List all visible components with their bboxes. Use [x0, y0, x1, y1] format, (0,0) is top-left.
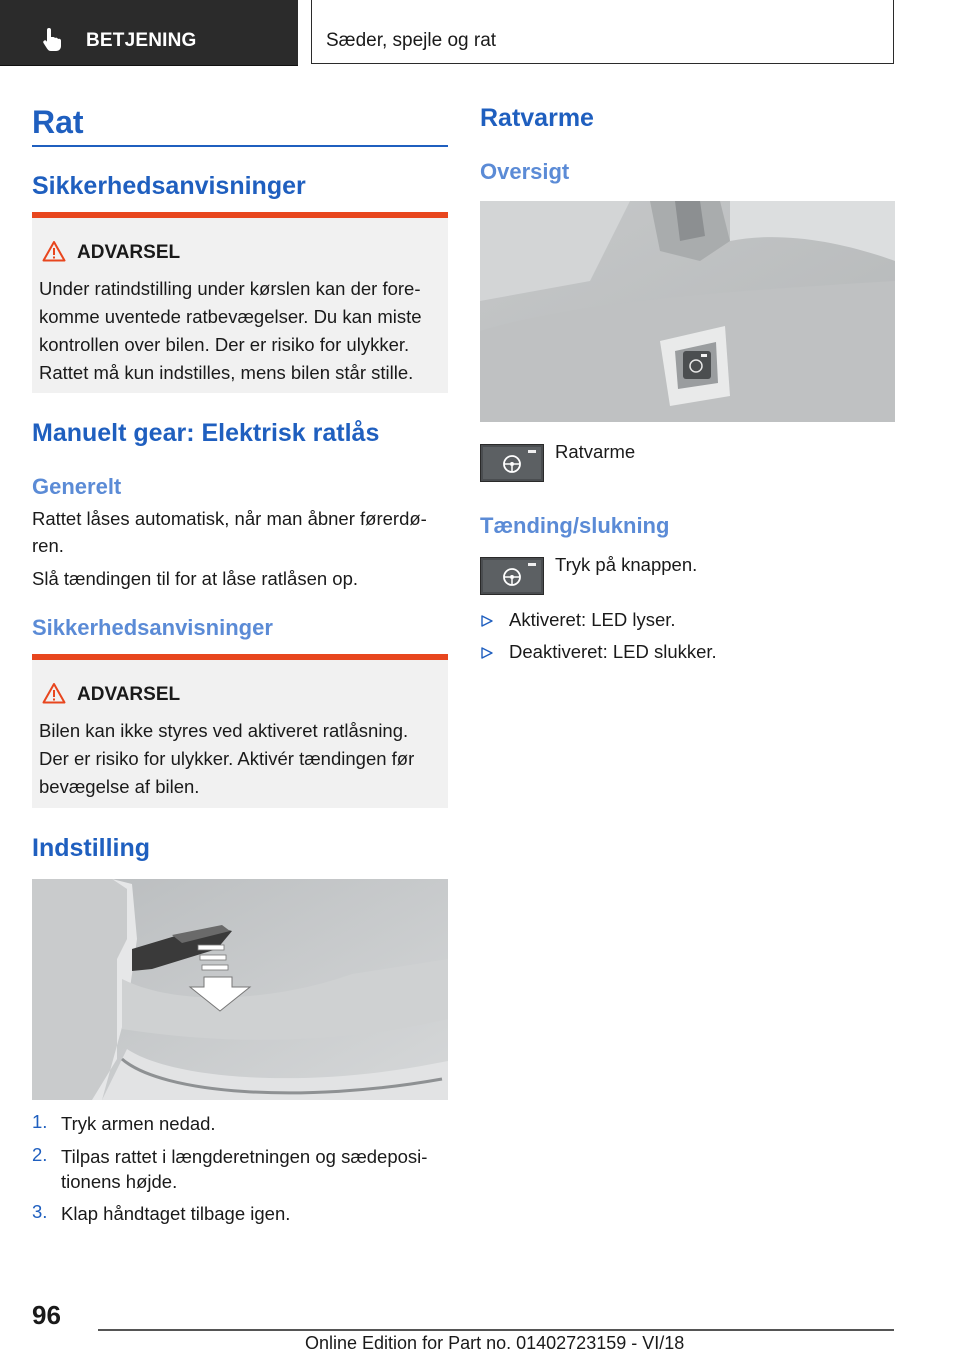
footer-rule: [98, 1329, 894, 1331]
overview-heading: Oversigt: [480, 159, 570, 184]
heated-wheel-button-icon: [480, 557, 544, 595]
warning-label: ADVARSEL: [77, 242, 181, 263]
general-heading: Generelt: [32, 474, 122, 499]
heated-wheel-button-icon: [480, 444, 544, 482]
safety-heading: Sikkerhedsanvisninger: [32, 172, 306, 200]
warning-triangle-icon: [42, 240, 66, 262]
warning-line: bevægelse af bilen.: [39, 776, 200, 797]
safety-subheading: Sikkerhedsanvisninger: [32, 615, 273, 640]
triangle-bullet-icon: [480, 614, 494, 628]
step-text: Tilpas rattet i længderetningen og sædeposi-: [61, 1146, 428, 1167]
warning-box-1: [32, 212, 448, 393]
step-number: 2.: [32, 1144, 48, 1165]
triangle-bullet-icon: [480, 646, 494, 660]
warning-line: kontrollen over bilen. Der er risiko for ulykker.: [39, 334, 410, 355]
step-text: Tryk armen nedad.: [61, 1113, 216, 1134]
page-title: Rat: [32, 104, 84, 140]
section-tab: [0, 0, 298, 66]
warning-line: Under ratindstilling under kørslen kan der fore-: [39, 278, 421, 299]
section-title: BETJENING: [86, 30, 197, 51]
general-text-line: ren.: [32, 535, 64, 556]
setting-heading: Indstilling: [32, 834, 151, 862]
button-label: Ratvarme: [555, 441, 636, 462]
warning-line: Bilen kan ikke styres ved aktiveret ratlåsning.: [39, 720, 409, 741]
press-button-text: Tryk på knappen.: [555, 554, 698, 575]
chapter-tab: [311, 0, 894, 64]
section-title-heated-wheel: Ratvarme: [480, 104, 594, 132]
footer-edition: Online Edition for Part no. 01402723159 - VI/18: [305, 1333, 685, 1353]
step-text: Klap håndtaget tilbage igen.: [61, 1203, 291, 1224]
steps-list: [32, 1111, 448, 1231]
warning-triangle-icon: [42, 682, 66, 704]
steering-lever-illustration: [32, 879, 448, 1100]
list-item: [480, 607, 895, 633]
title-rule: [32, 145, 448, 147]
manual-gear-heading: Manuelt gear: Elektrisk ratlås: [32, 419, 380, 447]
bullet-text: Deaktiveret: LED slukker.: [509, 641, 717, 662]
heated-wheel-illustration: [480, 201, 895, 422]
general-text-line: Rattet låses automatisk, når man åbner førerdø-: [32, 508, 427, 529]
list-item: [32, 1111, 448, 1137]
list-item: [32, 1144, 448, 1196]
warning-label: ADVARSEL: [77, 684, 181, 705]
status-bullets: [480, 607, 895, 677]
page-number: 96: [32, 1300, 61, 1330]
warning-box-2: [32, 654, 448, 808]
pointing-hand-icon: [40, 27, 66, 53]
list-item: [480, 639, 895, 665]
chapter-title: Sæder, spejle og rat: [326, 30, 497, 51]
onoff-heading: Tænding/slukning: [480, 513, 670, 538]
step-number: 1.: [32, 1111, 48, 1132]
warning-line: Rattet må kun indstilles, mens bilen står stille.: [39, 362, 414, 383]
warning-line: komme uventede ratbevægelser. Du kan miste: [39, 306, 422, 327]
step-text: tionens højde.: [61, 1171, 178, 1192]
list-item: [32, 1201, 448, 1227]
warning-line: Der er risiko for ulykker. Aktivér tændingen før: [39, 748, 415, 769]
bullet-text: Aktiveret: LED lyser.: [509, 609, 676, 630]
general-text-2: Slå tændingen til for at låse ratlåsen op.: [32, 568, 358, 589]
step-number: 3.: [32, 1201, 48, 1222]
